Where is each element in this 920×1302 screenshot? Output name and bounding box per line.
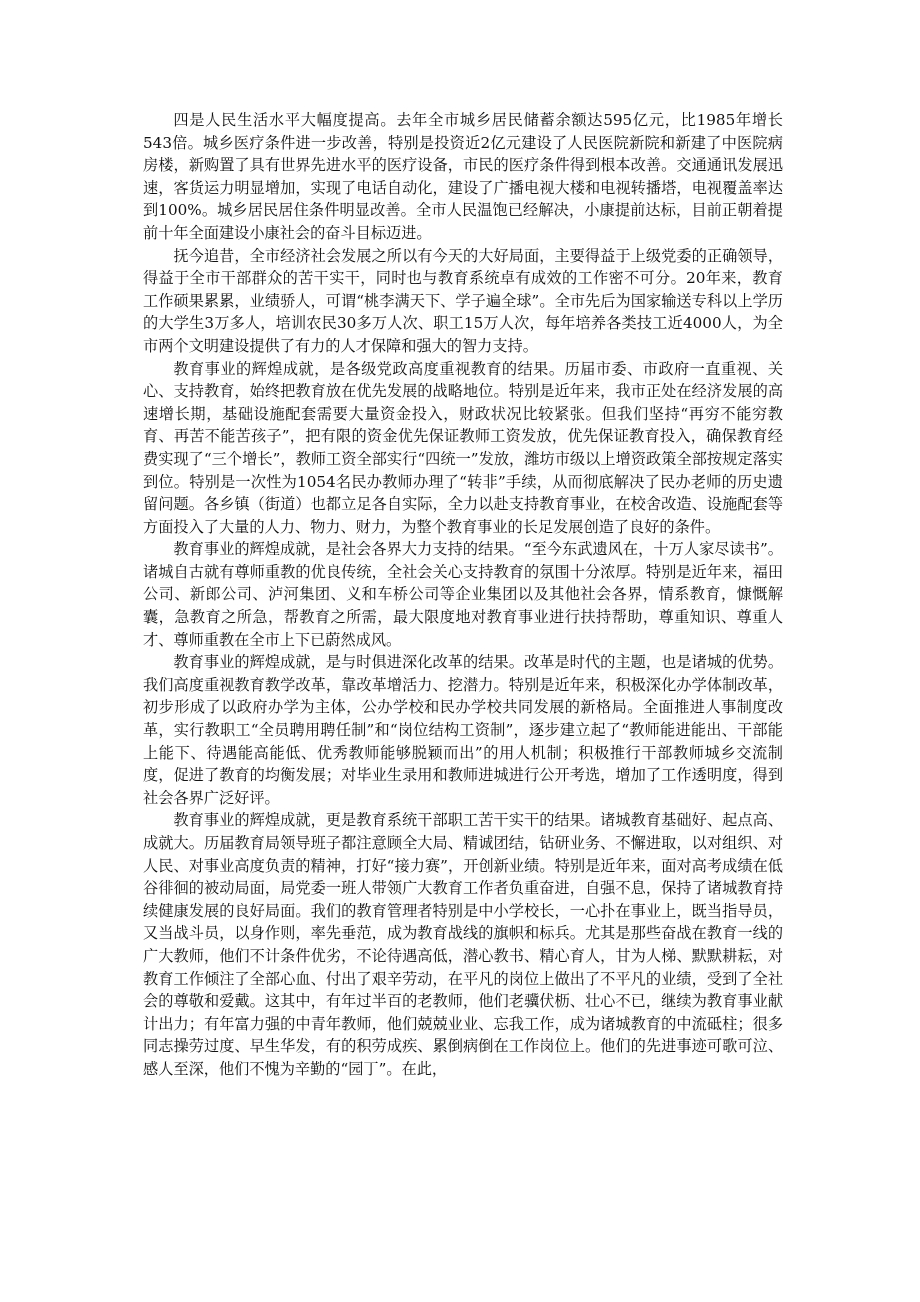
paragraph-reflection: 抚今追昔，全市经济社会发展之所以有今天的大好局面，主要得益于上级党委的正确领导，得益于全市干部群众的苦干实干，同时也与教育系统卓有成效的工作密不可分。20年来，教育工作硕果累累，业绩骄人，可谓“桃李满天下、学子遍全球”。全市先后为国家输送专科以上学历的大学生3万多人，培训农民30多万人次、职工15万人次，每年培养各类技工近4000人，为全市两个文明建设提供了有力的人才保障和强大的智力支持。 [143, 246, 783, 355]
paragraph-reform: 教育事业的辉煌成就，是与时俱进深化改革的结果。改革是时代的主题，也是诸城的优势。我们高度重视教育教学改革，靠改革增活力、挖潜力。特别是近年来，积极深化办学体制改革，初步形成了以政府办学为主体，公办学校和民办学校共同发展的新格局。全面推进人事制度改革，实行教职工“全员聘用聘任制”和“岗位结构工资制”，逐步建立起了“教师能进能出、干部能上能下、待遇能高能低、优秀教师能够脱颖而出”的用人机制；积极推行干部教师城乡交流制度，促进了教育的均衡发展；对毕业生录用和教师进城进行公开考选，增加了工作透明度，得到社会各界广泛好评。 [143, 653, 783, 807]
paragraph-staff-efforts: 教育事业的辉煌成就，更是教育系统干部职工苦干实干的结果。诸城教育基础好、起点高、成就大。历届教育局领导班子都注意顾全大局、精诚团结，钻研业务、不懈进取，以对组织、对人民、对事业高度负责的精神，打好“接力赛”，开创新业绩。特别是近年来，面对高考成绩在低谷徘徊的被动局面，局党委一班人带领广大教育工作者负重奋进，自强不息，保持了诸城教育持续健康发展的良好局面。我们的教育管理者特别是中小学校长，一心扑在事业上，既当指导员，又当战斗员，以身作则，率先垂范，成为教育战线的旗帜和标兵。尤其是那些奋战在教育一线的广大教师，他们不计条件优劣，不论待遇高低，潜心教书、精心育人，甘为人梯、默默耕耘，对教育工作倾注了全部心血、付出了艰辛劳动，在平凡的岗位上做出了不平凡的业绩，受到了全社会的尊敬和爱戴。这其中，有年过半百的老教师，他们老骥伏枥、壮心不已，继续为教育事业献计出力；有年富力强的中青年教师，他们兢兢业业、忘我工作，成为诸城教育的中流砥柱；很多同志操劳过度、早生华发，有的积劳成疾、累倒病倒在工作岗位上。他们的先进事迹可歌可泣、感人至深，他们不愧为辛勤的“园丁”。在此， [143, 811, 783, 1078]
paragraph-living-standards: 四是人民生活水平大幅度提高。去年全市城乡居民储蓄余额达595亿元，比1985年增长543倍。城乡医疗条件进一步改善，特别是投资近2亿元建设了人民医院新院和新建了中医院病房楼，新购置了具有世界先进水平的医疗设备，市民的医疗条件得到根本改善。交通通讯发展迅速，客货运力明显增加，实现了电话自动化，建设了广播电视大楼和电视转播塔，电视覆盖率达到100%。城乡居民居住条件明显改善。全市人民温饱已经解决，小康提前达标，目前正朝着提前十年全面建设小康社会的奋斗目标迈进。 [143, 111, 783, 242]
paragraph-party-support: 教育事业的辉煌成就，是各级党政高度重视教育的结果。历届市委、市政府一直重视、关心、支持教育，始终把教育放在优先发展的战略地位。特别是近年来，我市正处在经济发展的高速增长期，基础设施配套需要大量资金投入，财政状况比较紧张。但我们坚持“再穷不能穷教育、再苦不能苦孩子”，把有限的资金优先保证教师工资发放，优先保证教育投入，确保教育经费实现了“三个增长”，教师工资全部实行“四统一”发放，潍坊市级以上增资政策全部按规定落实到位。特别是一次性为1054名民办教师办理了“转非”手续，从而彻底解决了民办老师的历史遗留问题。各乡镇（街道）也都立足各自实际，全力以赴支持教育事业，在校舍改造、设施配套等方面投入了大量的人力、物力、财力，为整个教育事业的长足发展创造了良好的条件。 [143, 359, 783, 536]
document-body [143, 109, 783, 1081]
paragraph-society-support: 教育事业的辉煌成就，是社会各界大力支持的结果。“至今东武遗风在，十万人家尽读书”。诸城自古就有尊师重教的优良传统，全社会关心支持教育的氛围十分浓厚。特别是近年来，福田公司、新郎公司、泸河集团、义和车桥公司等企业集团以及其他社会各界，情系教育，慷慨解囊，急教育之所急，帮教育之所需，最大限度地对教育事业进行扶持帮助，尊重知识、尊重人才、尊师重教在全市上下已蔚然成风。 [143, 540, 783, 649]
